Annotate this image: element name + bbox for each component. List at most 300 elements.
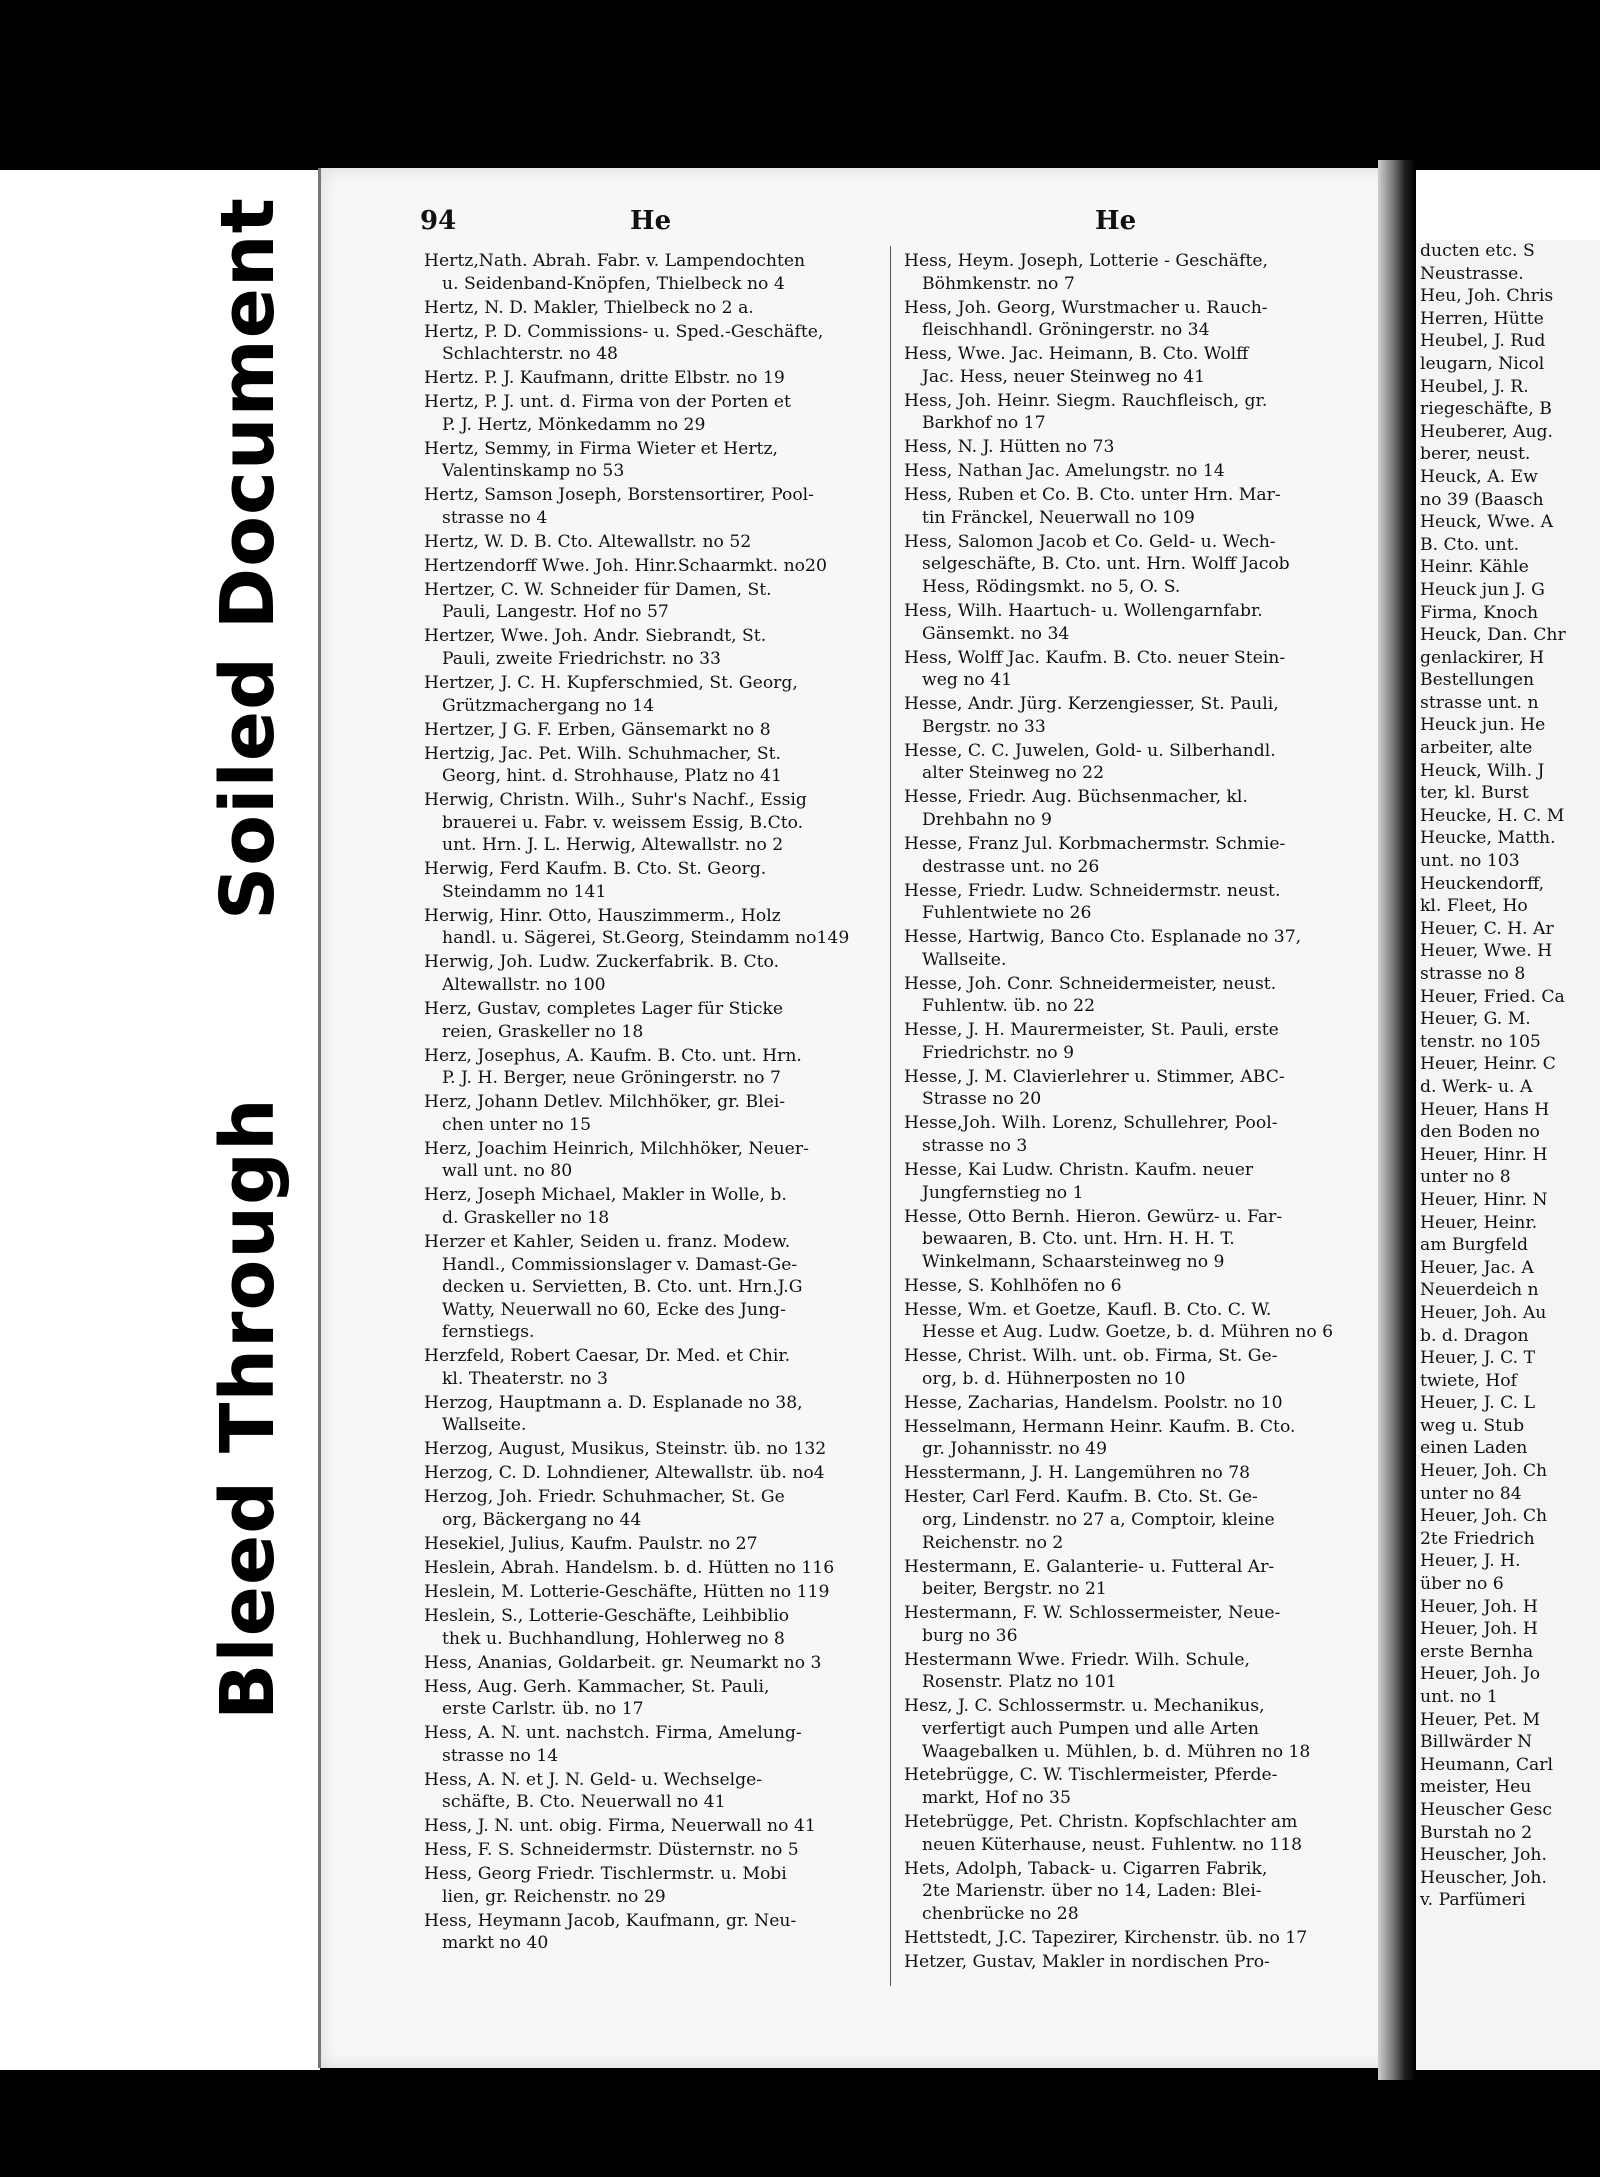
entry-name-line: Hesz, J. C. Schlossermstr. u. Mechanikus, bbox=[904, 1696, 1265, 1717]
entry-continuation-line: Jac. Hess, neuer Steinweg no 41 bbox=[922, 366, 1206, 387]
directory-entry bbox=[424, 1533, 884, 1556]
next-page-line: Heucke, H. C. M bbox=[1420, 805, 1565, 826]
next-page-line: Heuer, Hinr. H bbox=[1420, 1144, 1548, 1165]
directory-entry bbox=[424, 1722, 884, 1767]
entry-name-line: Hesstermann, J. H. Langemühren no 78 bbox=[904, 1463, 1251, 1484]
directory-entry bbox=[904, 1392, 1364, 1415]
soiled-document-stamp: Soiled Document bbox=[205, 197, 291, 920]
directory-entry bbox=[904, 1649, 1364, 1694]
entry-name-line: Hertz, P. J. unt. d. Firma von der Porten et bbox=[424, 392, 791, 413]
directory-entry bbox=[904, 1486, 1364, 1554]
next-page-line: meister, Heu bbox=[1420, 1777, 1532, 1798]
directory-entry bbox=[904, 833, 1364, 878]
next-page-line: einen Laden bbox=[1420, 1438, 1528, 1459]
entry-name-line: Hesse, Hartwig, Banco Cto. Esplanade no 37, bbox=[904, 927, 1302, 948]
entry-continuation-line: Handl., Commissionslager v. Damast-Ge- bbox=[442, 1254, 798, 1275]
next-page-line: Heuck, Wwe. A bbox=[1420, 512, 1554, 533]
directory-entry bbox=[424, 438, 884, 483]
entry-name-line: Hertz. P. J. Kaufmann, dritte Elbstr. no 19 bbox=[424, 368, 785, 389]
next-page-line: v. Parfümeri bbox=[1420, 1890, 1526, 1911]
entry-continuation-line: org, Lindenstr. no 27 a, Comptoir, kleine bbox=[922, 1510, 1275, 1530]
entry-continuation-line: Wallseite. bbox=[922, 949, 1007, 970]
next-page-line: Heubel, J. R. bbox=[1420, 376, 1529, 397]
directory-entry bbox=[424, 625, 884, 670]
entry-continuation-line: tin Fränckel, Neuerwall no 109 bbox=[922, 507, 1195, 528]
entry-name-line: Herwig, Hinr. Otto, Hauszimmerm., Holz bbox=[424, 905, 781, 926]
entry-name-line: Hess, Salomon Jacob et Co. Geld- u. Wech- bbox=[904, 531, 1276, 552]
entry-name-line: Hesse,Joh. Wilh. Lorenz, Schullehrer, Pool- bbox=[904, 1113, 1278, 1134]
entry-name-line: Hess, Wilh. Haartuch- u. Wollengarnfabr. bbox=[904, 601, 1263, 622]
entry-name-line: Herz, Joachim Heinrich, Milchhöker, Neuer- bbox=[424, 1138, 809, 1159]
directory-entry bbox=[424, 1605, 884, 1650]
entry-name-line: Hess, Joh. Georg, Wurstmacher u. Rauch- bbox=[904, 297, 1268, 318]
directory-entry bbox=[424, 1184, 884, 1229]
entry-name-line: Hertz,Nath. Abrah. Fabr. v. Lampendochten bbox=[424, 251, 806, 271]
entry-continuation-line: unt. Hrn. J. L. Herwig, Altewallstr. no 2 bbox=[442, 835, 784, 856]
entry-name-line: Hess, A. N. unt. nachstch. Firma, Amelung- bbox=[424, 1723, 802, 1744]
entry-name-line: Herzog, C. D. Lohndiener, Altewallstr. üb. no4 bbox=[424, 1463, 825, 1484]
right-column bbox=[904, 250, 1364, 1975]
entry-continuation-line: 2te Marienstr. über no 14, Laden: Blei- bbox=[922, 1881, 1262, 1902]
entry-name-line: Hesse, Otto Bernh. Hieron. Gewürz- u. Far- bbox=[904, 1206, 1283, 1227]
entry-name-line: Hess, A. N. et J. N. Geld- u. Wechselge- bbox=[424, 1769, 763, 1790]
entry-continuation-line: Grützmachergang no 14 bbox=[442, 695, 655, 716]
directory-entry bbox=[424, 1462, 884, 1485]
directory-entry bbox=[904, 436, 1364, 459]
next-page-line: Heuer, Pet. M bbox=[1420, 1709, 1541, 1730]
directory-entry bbox=[904, 740, 1364, 785]
entry-continuation-line: Jungfernstieg no 1 bbox=[922, 1182, 1084, 1203]
entry-continuation-line: Georg, hint. d. Strohhause, Platz no 41 bbox=[442, 766, 782, 787]
next-page-line: Billwärder N bbox=[1420, 1732, 1533, 1753]
entry-continuation-line: fleischhandl. Gröningerstr. no 34 bbox=[922, 320, 1210, 341]
directory-entry bbox=[904, 1556, 1364, 1601]
next-page-column bbox=[1420, 240, 1600, 1912]
entry-name-line: Hetebrügge, C. W. Tischlermeister, Pferde- bbox=[904, 1765, 1278, 1786]
entry-continuation-line: lien, gr. Reichenstr. no 29 bbox=[442, 1886, 666, 1907]
directory-entry bbox=[424, 1815, 884, 1838]
entry-name-line: Hertzer, J. C. H. Kupferschmied, St. Georg, bbox=[424, 672, 798, 693]
directory-entry bbox=[424, 719, 884, 742]
entry-name-line: Hestermann, E. Galanterie- u. Futteral Ar- bbox=[904, 1556, 1275, 1577]
entry-name-line: Heslein, Abrah. Handelsm. b. d. Hütten no 116 bbox=[424, 1557, 835, 1578]
entry-name-line: Herwig, Christn. Wilh., Suhr's Nachf., Essig bbox=[424, 790, 807, 811]
directory-entry bbox=[904, 1927, 1364, 1950]
directory-entry bbox=[904, 600, 1364, 645]
entry-continuation-line: chenbrücke no 28 bbox=[922, 1903, 1079, 1924]
entry-name-line: Hesse, Andr. Jürg. Kerzengiesser, St. Pauli, bbox=[904, 694, 1279, 715]
next-page-line: no 39 (Baasch bbox=[1420, 489, 1544, 510]
directory-entry bbox=[904, 297, 1364, 342]
entry-continuation-line: gr. Johannisstr. no 49 bbox=[922, 1439, 1107, 1460]
column-divider bbox=[890, 246, 891, 1986]
directory-entry bbox=[424, 905, 884, 950]
entry-name-line: Hertzer, Wwe. Joh. Andr. Siebrandt, St. bbox=[424, 626, 767, 647]
entry-name-line: Hess, Wwe. Jac. Heimann, B. Cto. Wolff bbox=[904, 344, 1249, 365]
entry-continuation-line: Wallseite. bbox=[442, 1415, 527, 1436]
next-page-line: Heuscher Gesc bbox=[1420, 1799, 1552, 1820]
entry-name-line: Hess, Heymann Jacob, Kaufmann, gr. Neu- bbox=[424, 1910, 797, 1931]
entry-name-line: Hess, Aug. Gerh. Kammacher, St. Pauli, bbox=[424, 1676, 770, 1697]
directory-entry bbox=[424, 1769, 884, 1814]
directory-entry bbox=[424, 531, 884, 554]
directory-entry bbox=[904, 531, 1364, 599]
next-page-line: Heucke, Matth. bbox=[1420, 828, 1556, 849]
directory-entry bbox=[904, 1066, 1364, 1111]
running-head-right: He bbox=[1095, 206, 1137, 236]
entry-continuation-line: Strasse no 20 bbox=[922, 1089, 1042, 1110]
next-page-line: Burstah no 2 bbox=[1420, 1822, 1533, 1843]
entry-continuation-line: selgeschäfte, B. Cto. unt. Hrn. Wolff Jacob bbox=[922, 554, 1290, 575]
next-page-line: Heuscher, Joh. bbox=[1420, 1845, 1547, 1866]
directory-entry bbox=[424, 1392, 884, 1437]
directory-entry bbox=[424, 1581, 884, 1604]
next-page-line: b. d. Dragon bbox=[1420, 1325, 1529, 1346]
directory-entry bbox=[904, 1112, 1364, 1157]
entry-name-line: Hesse, Christ. Wilh. unt. ob. Firma, St. Ge- bbox=[904, 1346, 1278, 1367]
next-page-line: Heuck, A. Ew bbox=[1420, 466, 1538, 487]
entry-name-line: Herzog, Joh. Friedr. Schuhmacher, St. Ge bbox=[424, 1487, 785, 1508]
entry-continuation-line: verfertigt auch Pumpen und alle Arten bbox=[922, 1718, 1259, 1739]
entry-name-line: Herz, Josephus, A. Kaufm. B. Cto. unt. Hrn. bbox=[424, 1045, 802, 1066]
directory-entry bbox=[424, 1138, 884, 1183]
directory-entry bbox=[424, 1045, 884, 1090]
next-page-line: erste Bernha bbox=[1420, 1641, 1534, 1662]
directory-entry bbox=[904, 390, 1364, 435]
next-page-line: Heuer, Fried. Ca bbox=[1420, 986, 1565, 1007]
entry-name-line: Hess, J. N. unt. obig. Firma, Neuerwall no 41 bbox=[424, 1816, 816, 1837]
entry-continuation-line: burg no 36 bbox=[922, 1625, 1018, 1646]
next-page-line: Heubel, J. Rud bbox=[1420, 331, 1546, 352]
entry-continuation-line: strasse no 3 bbox=[922, 1135, 1028, 1156]
next-page-line: arbeiter, alte bbox=[1420, 738, 1533, 759]
entry-name-line: Herz, Joseph Michael, Makler in Wolle, b. bbox=[424, 1185, 787, 1206]
directory-entry bbox=[424, 555, 884, 578]
entry-name-line: Heslein, M. Lotterie-Geschäfte, Hütten no 119 bbox=[424, 1581, 830, 1602]
entry-continuation-line: Barkhof no 17 bbox=[922, 413, 1046, 434]
entry-continuation-line: strasse no 4 bbox=[442, 507, 548, 528]
entry-name-line: Hettstedt, J.C. Tapezirer, Kirchenstr. üb. no 17 bbox=[904, 1927, 1308, 1948]
directory-entry bbox=[904, 343, 1364, 388]
entry-continuation-line: org, Bäckergang no 44 bbox=[442, 1510, 642, 1530]
entry-continuation-line: Watty, Neuerwall no 60, Ecke des Jung- bbox=[442, 1299, 786, 1320]
next-page-line: Heuberer, Aug. bbox=[1420, 421, 1553, 442]
next-page-line: strasse no 8 bbox=[1420, 964, 1526, 984]
next-page-line: twiete, Hof bbox=[1420, 1370, 1517, 1391]
entry-continuation-line: P. J. Hertz, Mönkedamm no 29 bbox=[442, 414, 706, 435]
entry-continuation-line: markt, Hof no 35 bbox=[922, 1788, 1071, 1809]
entry-continuation-line: markt no 40 bbox=[442, 1933, 549, 1954]
directory-entry bbox=[904, 1602, 1364, 1647]
next-page-line: Heuer, C. H. Ar bbox=[1420, 918, 1554, 939]
entry-continuation-line: Hess, Rödingsmkt. no 5, O. S. bbox=[922, 577, 1181, 598]
directory-entry bbox=[424, 951, 884, 996]
next-page-line: Heuer, J. H. bbox=[1420, 1551, 1521, 1572]
entry-continuation-line: erste Carlstr. üb. no 17 bbox=[442, 1699, 644, 1720]
entry-name-line: Herzog, August, Musikus, Steinstr. üb. no 132 bbox=[424, 1439, 827, 1460]
directory-entry bbox=[424, 998, 884, 1043]
entry-name-line: Herwig, Joh. Ludw. Zuckerfabrik. B. Cto. bbox=[424, 952, 780, 973]
directory-entry bbox=[904, 1019, 1364, 1064]
next-page-line: Heuck jun. He bbox=[1420, 715, 1546, 736]
entry-name-line: Hesse, Friedr. Aug. Büchsenmacher, kl. bbox=[904, 787, 1248, 808]
entry-name-line: Hesse, Franz Jul. Korbmachermstr. Schmie- bbox=[904, 833, 1286, 854]
directory-entry bbox=[904, 1206, 1364, 1274]
entry-name-line: Hess, Wolff Jac. Kaufm. B. Cto. neuer Stein- bbox=[904, 647, 1286, 668]
entry-name-line: Hesselmann, Hermann Heinr. Kaufm. B. Cto. bbox=[904, 1416, 1296, 1437]
next-page-line: Heuer, Joh. Au bbox=[1420, 1302, 1547, 1323]
entry-continuation-line: Winkelmann, Schaarsteinweg no 9 bbox=[922, 1251, 1225, 1272]
entry-name-line: Hetebrügge, Pet. Christn. Kopfschlachter am bbox=[904, 1812, 1298, 1833]
next-page-line: Heuck, Dan. Chr bbox=[1420, 625, 1566, 646]
entry-name-line: Hertz, N. D. Makler, Thielbeck no 2 a. bbox=[424, 297, 754, 318]
entry-name-line: Hertz, P. D. Commissions- u. Sped.-Geschäfte, bbox=[424, 321, 824, 342]
entry-name-line: Hesse, J. M. Clavierlehrer u. Stimmer, ABC- bbox=[904, 1066, 1285, 1087]
entry-continuation-line: Valentinskamp no 53 bbox=[442, 461, 625, 482]
entry-continuation-line: handl. u. Sägerei, St.Georg, Steindamm no149 bbox=[442, 928, 850, 949]
entry-name-line: Hestermann, F. W. Schlossermeister, Neue- bbox=[904, 1603, 1281, 1624]
entry-continuation-line: u. Seidenband-Knöpfen, Thielbeck no 4 bbox=[442, 273, 785, 294]
next-page-line: weg u. Stub bbox=[1420, 1415, 1525, 1436]
next-page-line: Firma, Knoch bbox=[1420, 602, 1539, 623]
entry-name-line: Hess, Heym. Joseph, Lotterie - Geschäfte, bbox=[904, 251, 1268, 271]
next-page-line: Neustrasse. bbox=[1420, 263, 1524, 284]
entry-name-line: Hesekiel, Julius, Kaufm. Paulstr. no 27 bbox=[424, 1533, 758, 1554]
next-page-line: Heuck jun J. G bbox=[1420, 579, 1545, 600]
directory-entry bbox=[424, 858, 884, 903]
entry-continuation-line: chen unter no 15 bbox=[442, 1114, 592, 1135]
entry-continuation-line: org, b. d. Hühnerposten no 10 bbox=[922, 1368, 1186, 1389]
entry-continuation-line: Fuhlentwiete no 26 bbox=[922, 903, 1092, 924]
directory-entry bbox=[424, 1345, 884, 1390]
directory-entry bbox=[424, 367, 884, 390]
directory-entry bbox=[424, 579, 884, 624]
entry-name-line: Herz, Gustav, completes Lager für Sticke bbox=[424, 999, 784, 1020]
directory-entry bbox=[424, 1676, 884, 1721]
next-page-line: riegeschäfte, B bbox=[1420, 399, 1552, 420]
next-page-line: Heumann, Carl bbox=[1420, 1754, 1553, 1775]
directory-entry bbox=[424, 250, 884, 295]
entry-continuation-line: fernstiegs. bbox=[442, 1322, 535, 1343]
entry-name-line: Hess, Nathan Jac. Amelungstr. no 14 bbox=[904, 461, 1225, 482]
next-page-line: Heuckendorff, bbox=[1420, 873, 1545, 894]
entry-name-line: Hertz, W. D. B. Cto. Altewallstr. no 52 bbox=[424, 531, 752, 552]
directory-entry bbox=[904, 647, 1364, 692]
page-number: 94 bbox=[420, 206, 457, 236]
entry-name-line: Hertzig, Jac. Pet. Wilh. Schuhmacher, St. bbox=[424, 743, 782, 764]
entry-name-line: Hess, Ananias, Goldarbeit. gr. Neumarkt no 3 bbox=[424, 1652, 822, 1673]
entry-name-line: Hesse, Wm. et Goetze, Kaufl. B. Cto. C. W. bbox=[904, 1299, 1272, 1320]
book-gutter bbox=[1378, 160, 1416, 2080]
next-page-line: ducten etc. S bbox=[1420, 241, 1535, 261]
directory-entry bbox=[424, 743, 884, 788]
entry-continuation-line: decken u. Servietten, B. Cto. unt. Hrn.J.G bbox=[442, 1277, 803, 1298]
directory-entry bbox=[904, 1462, 1364, 1485]
directory-entry bbox=[424, 1231, 884, 1344]
directory-entry bbox=[904, 1159, 1364, 1204]
directory-entry bbox=[904, 1275, 1364, 1298]
directory-entry bbox=[904, 1695, 1364, 1763]
entry-continuation-line: brauerei u. Fabr. v. weissem Essig, B.Cto. bbox=[442, 812, 804, 833]
directory-entry bbox=[904, 786, 1364, 831]
next-page-line: unt. no 1 bbox=[1420, 1687, 1498, 1707]
entry-continuation-line: Friedrichstr. no 9 bbox=[922, 1042, 1075, 1063]
entry-name-line: Hesse, Kai Ludw. Christn. Kaufm. neuer bbox=[904, 1159, 1254, 1180]
directory-entry bbox=[904, 880, 1364, 925]
entry-name-line: Hets, Adolph, Taback- u. Cigarren Fabrik, bbox=[904, 1858, 1268, 1879]
next-page-line: Heuer, Heinr. bbox=[1420, 1212, 1538, 1233]
directory-entry bbox=[424, 1557, 884, 1580]
directory-entry bbox=[424, 789, 884, 857]
entry-name-line: Hertz, Samson Joseph, Borstensortirer, Pool- bbox=[424, 485, 814, 506]
entry-continuation-line: Waagebalken u. Mühlen, b. d. Mühren no 18 bbox=[922, 1741, 1311, 1762]
entry-continuation-line: alter Steinweg no 22 bbox=[922, 763, 1105, 784]
next-page-line: Heu, Joh. Chris bbox=[1420, 286, 1554, 307]
directory-entry bbox=[904, 1345, 1364, 1390]
entry-name-line: Hess, F. S. Schneidermstr. Düsternstr. no 5 bbox=[424, 1840, 799, 1861]
entry-name-line: Hess, Ruben et Co. B. Cto. unter Hrn. Mar- bbox=[904, 485, 1281, 506]
next-page-line: Heinr. Kähle bbox=[1420, 557, 1529, 578]
directory-entry bbox=[904, 460, 1364, 483]
entry-name-line: Herzer et Kahler, Seiden u. franz. Modew. bbox=[424, 1231, 791, 1252]
directory-entry bbox=[424, 1910, 884, 1955]
left-column bbox=[424, 250, 884, 1956]
scan-background-bottom bbox=[0, 2062, 1600, 2177]
entry-continuation-line: wall unt. no 80 bbox=[442, 1161, 573, 1182]
entry-name-line: Hess, N. J. Hütten no 73 bbox=[904, 437, 1115, 458]
next-page-line: Heuer, Joh. Ch bbox=[1420, 1461, 1548, 1482]
next-page-line: Heuck, Wilh. J bbox=[1420, 760, 1545, 781]
entry-continuation-line: bewaaren, B. Cto. unt. Hrn. H. H. T. bbox=[922, 1229, 1235, 1250]
entry-name-line: Hester, Carl Ferd. Kaufm. B. Cto. St. Ge- bbox=[904, 1487, 1258, 1508]
entry-name-line: Hetzer, Gustav, Makler in nordischen Pro- bbox=[904, 1951, 1270, 1972]
entry-continuation-line: Schlachterstr. no 48 bbox=[442, 344, 618, 365]
entry-continuation-line: thek u. Buchhandlung, Hohlerweg no 8 bbox=[442, 1628, 785, 1649]
next-page-line: Neuerdeich n bbox=[1420, 1280, 1539, 1301]
entry-continuation-line: schäfte, B. Cto. Neuerwall no 41 bbox=[442, 1792, 726, 1813]
entry-continuation-line: Hesse et Aug. Ludw. Goetze, b. d. Mühren no 6 bbox=[922, 1322, 1334, 1343]
directory-entry bbox=[424, 1839, 884, 1862]
directory-entry bbox=[904, 1811, 1364, 1856]
directory-entry bbox=[904, 693, 1364, 738]
entry-continuation-line: Pauli, Langestr. Hof no 57 bbox=[442, 602, 669, 623]
directory-entry bbox=[424, 1652, 884, 1675]
directory-entry bbox=[904, 250, 1364, 295]
directory-entry bbox=[424, 672, 884, 717]
directory-entry bbox=[424, 1863, 884, 1908]
directory-entry bbox=[904, 926, 1364, 971]
directory-entry bbox=[904, 484, 1364, 529]
entry-continuation-line: kl. Theaterstr. no 3 bbox=[442, 1368, 608, 1389]
next-page-line: über no 6 bbox=[1420, 1574, 1504, 1595]
next-page-line: Heuer, Jac. A bbox=[1420, 1257, 1534, 1278]
next-page-line: tenstr. no 105 bbox=[1420, 1031, 1541, 1052]
next-page-line: Heuer, J. C. T bbox=[1420, 1348, 1536, 1369]
entry-continuation-line: P. J. H. Berger, neue Gröningerstr. no 7 bbox=[442, 1068, 781, 1089]
next-page-line: unter no 8 bbox=[1420, 1167, 1511, 1188]
next-page-line: Heuer, Hans H bbox=[1420, 1099, 1550, 1120]
entry-continuation-line: Pauli, zweite Friedrichstr. no 33 bbox=[442, 649, 721, 669]
directory-entry bbox=[904, 973, 1364, 1018]
entry-name-line: Hertzer, C. W. Schneider für Damen, St. bbox=[424, 579, 772, 600]
entry-continuation-line: d. Graskeller no 18 bbox=[442, 1207, 610, 1228]
next-page-line: Heuer, Heinr. C bbox=[1420, 1054, 1556, 1075]
next-page-line: Heuer, Joh. H bbox=[1420, 1596, 1538, 1617]
directory-entry bbox=[904, 1764, 1364, 1809]
directory-entry bbox=[424, 484, 884, 529]
directory-entry bbox=[904, 1951, 1364, 1974]
entry-name-line: Herz, Johann Detlev. Milchhöker, gr. Blei- bbox=[424, 1092, 786, 1113]
next-page-line: am Burgfeld bbox=[1420, 1235, 1528, 1256]
entry-continuation-line: neuen Küterhause, neust. Fuhlentw. no 118 bbox=[922, 1834, 1303, 1855]
next-page-line: unter no 84 bbox=[1420, 1483, 1522, 1504]
entry-name-line: Hesse, Joh. Conr. Schneidermeister, neust. bbox=[904, 973, 1277, 994]
entry-continuation-line: Fuhlentw. üb. no 22 bbox=[922, 996, 1096, 1017]
entry-name-line: Hertzer, J G. F. Erben, Gänsemarkt no 8 bbox=[424, 719, 771, 740]
next-page-line: Herren, Hütte bbox=[1420, 308, 1544, 329]
entry-name-line: Hess, Georg Friedr. Tischlermstr. u. Mobi bbox=[424, 1864, 787, 1885]
next-page-line: kl. Fleet, Ho bbox=[1420, 896, 1528, 917]
entry-continuation-line: Altewallstr. no 100 bbox=[442, 975, 606, 996]
entry-name-line: Heslein, S., Lotterie-Geschäfte, Leihbiblio bbox=[424, 1605, 790, 1626]
entry-name-line: Hertzendorff Wwe. Joh. Hinr.Schaarmkt. no20 bbox=[424, 555, 827, 576]
next-page-line: Heuer, Joh. H bbox=[1420, 1619, 1538, 1640]
next-page-line: den Boden no bbox=[1420, 1122, 1540, 1143]
next-page-line: Heuer, Hinr. N bbox=[1420, 1189, 1548, 1210]
directory-entry bbox=[424, 1486, 884, 1531]
bleed-through-stamp: Bleed Through bbox=[205, 1097, 291, 1720]
entry-name-line: Hesse, S. Kohlhöfen no 6 bbox=[904, 1275, 1122, 1296]
directory-entry bbox=[424, 391, 884, 436]
next-page-line: Heuer, Wwe. H bbox=[1420, 941, 1553, 962]
next-page-line: genlackirer, H bbox=[1420, 647, 1545, 668]
entry-name-line: Hesse, C. C. Juwelen, Gold- u. Silberhandl. bbox=[904, 740, 1276, 761]
next-page-line: Heuer, G. M. bbox=[1420, 1009, 1531, 1030]
next-page-line: leugarn, Nicol bbox=[1420, 353, 1545, 374]
next-page-line: Bestellungen bbox=[1420, 670, 1535, 691]
entry-continuation-line: Bergstr. no 33 bbox=[922, 716, 1046, 737]
entry-continuation-line: strasse no 14 bbox=[442, 1745, 559, 1766]
next-page-line: Heuer, J. C. L bbox=[1420, 1393, 1536, 1414]
next-page-line: strasse unt. n bbox=[1420, 692, 1539, 713]
entry-continuation-line: Drehbahn no 9 bbox=[922, 809, 1052, 830]
directory-entry bbox=[424, 321, 884, 366]
entry-continuation-line: weg no 41 bbox=[922, 670, 1013, 691]
directory-entry bbox=[904, 1416, 1364, 1461]
entry-continuation-line: Rosenstr. Platz no 101 bbox=[922, 1672, 1117, 1693]
entry-name-line: Hesse, Zacharias, Handelsm. Poolstr. no 10 bbox=[904, 1392, 1283, 1413]
next-page-line: d. Werk- u. A bbox=[1420, 1076, 1533, 1097]
entry-continuation-line: Gänsemkt. no 34 bbox=[922, 623, 1070, 644]
entry-name-line: Hess, Joh. Heinr. Siegm. Rauchfleisch, gr. bbox=[904, 390, 1268, 411]
next-page-line: B. Cto. unt. bbox=[1420, 534, 1520, 555]
next-page-line: unt. no 103 bbox=[1420, 851, 1520, 872]
next-page-line: ter, kl. Burst bbox=[1420, 783, 1529, 804]
directory-entry bbox=[904, 1858, 1364, 1926]
next-page-line: Heuscher, Joh. bbox=[1420, 1867, 1547, 1888]
entry-name-line: Herzog, Hauptmann a. D. Esplanade no 38, bbox=[424, 1392, 803, 1413]
next-page-line: Heuer, Joh. Jo bbox=[1420, 1664, 1541, 1685]
entry-continuation-line: reien, Graskeller no 18 bbox=[442, 1021, 644, 1042]
entry-name-line: Herwig, Ferd Kaufm. B. Cto. St. Georg. bbox=[424, 859, 767, 880]
entry-continuation-line: destrasse unt. no 26 bbox=[922, 856, 1100, 877]
directory-entry bbox=[424, 1438, 884, 1461]
entry-continuation-line: Böhmkenstr. no 7 bbox=[922, 273, 1075, 294]
entry-continuation-line: Steindamm no 141 bbox=[442, 881, 607, 902]
entry-continuation-line: beiter, Bergstr. no 21 bbox=[922, 1579, 1107, 1600]
next-page-line: berer, neust. bbox=[1420, 444, 1531, 465]
directory-entry bbox=[904, 1299, 1364, 1344]
